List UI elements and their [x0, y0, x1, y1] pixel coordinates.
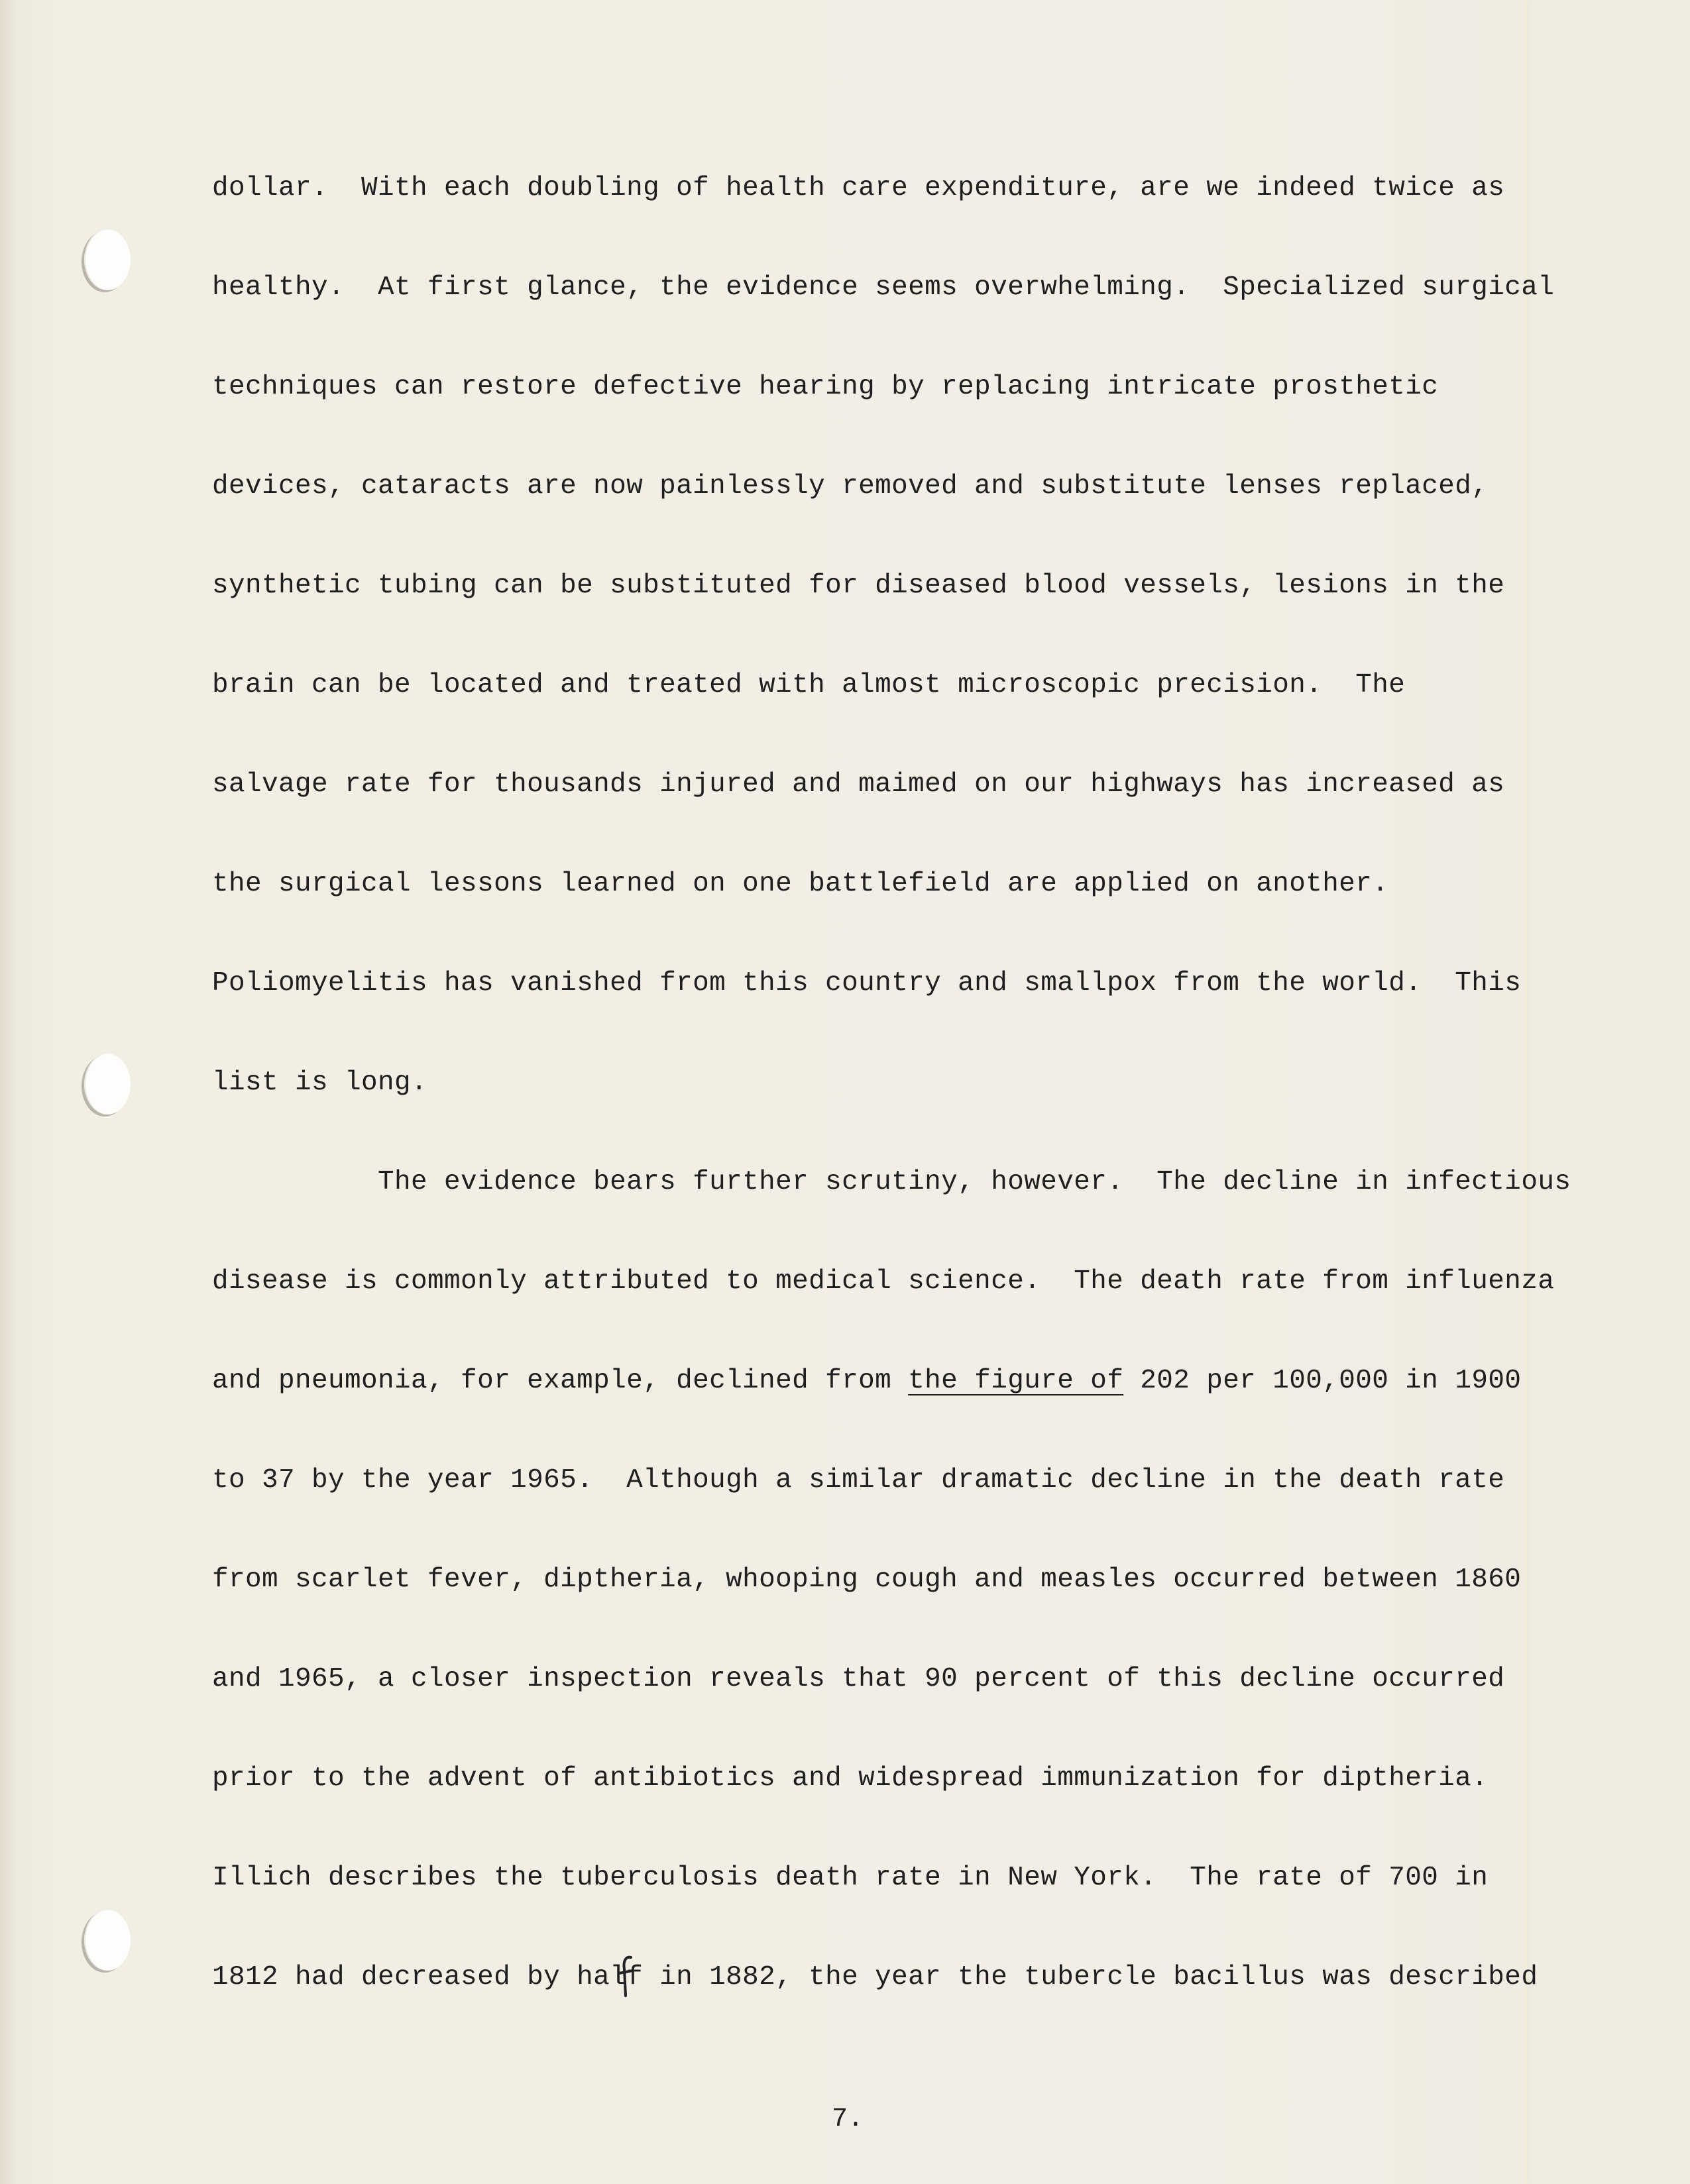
text-line-with-underline — [212, 1360, 1617, 1459]
text-line: devices, cataracts are now painlessly removed and substitute lenses replaced, — [212, 471, 1489, 502]
text-line: to 37 by the year 1965. Although a similar dramatic decline in the death rate — [212, 1465, 1505, 1496]
text-line: dollar. With each doubling of health care expenditure, are we indeed twice as — [212, 173, 1505, 203]
text-line: 1812 had decreased by half in 1882, the year the tubercle bacillus was described — [212, 1962, 1538, 1993]
paragraph-start-line: The evidence bears further scrutiny, however. The decline in infectious — [212, 1167, 1571, 1197]
text-line: prior to the advent of antibiotics and widespread immunization for diptheria. — [212, 1763, 1489, 1794]
binder-hole-middle — [84, 1054, 131, 1115]
text-line: and 1965, a closer inspection reveals that 90 percent of this decline occurred — [212, 1664, 1505, 1694]
text-segment: 202 per 100,000 in 1900 — [1123, 1366, 1522, 1396]
binder-hole-bottom — [84, 1910, 131, 1971]
binder-hole-top — [84, 229, 131, 290]
text-segment: and pneumonia, for example, declined from — [212, 1366, 909, 1396]
text-line: synthetic tubing can be substituted for diseased blood vessels, lesions in the — [212, 571, 1505, 601]
text-line: techniques can restore defective hearing by replacing intricate prosthetic — [212, 372, 1439, 402]
page-number: 7. — [832, 2104, 864, 2134]
underlined-phrase: the figure of — [908, 1366, 1124, 1396]
text-line: list is long. — [212, 1067, 428, 1098]
handwritten-correction-mark — [616, 1953, 635, 2000]
text-line: healthy. At first glance, the evidence seems overwhelming. Specialized surgical — [212, 272, 1555, 303]
text-line: brain can be located and treated with almost microscopic precision. The — [212, 670, 1406, 700]
text-line: Illich describes the tuberculosis death rate in New York. The rate of 700 in — [212, 1863, 1489, 1893]
text-line: from scarlet fever, diptheria, whooping cough and measles occurred between 1860 — [212, 1564, 1522, 1595]
text-line: disease is commonly attributed to medical science. The death rate from influenza — [212, 1266, 1555, 1297]
paper-edge-shadow — [0, 0, 17, 2184]
text-line: Poliomyelitis has vanished from this country and smallpox from the world. This — [212, 968, 1522, 999]
text-line: the surgical lessons learned on one battlefield are applied on another. — [212, 869, 1389, 899]
typed-text-body — [212, 167, 1617, 2055]
text-line: salvage rate for thousands injured and maimed on our highways has increased as — [212, 769, 1505, 800]
